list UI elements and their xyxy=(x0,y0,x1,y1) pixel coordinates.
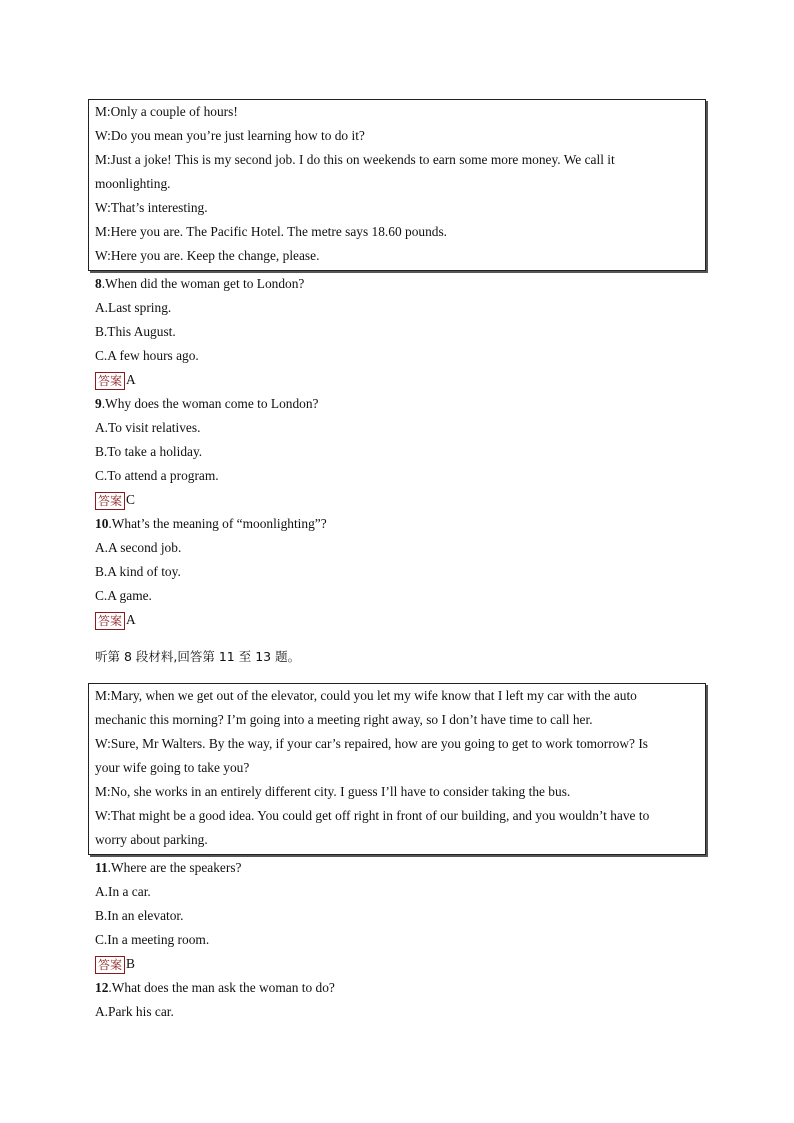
question-9 xyxy=(95,392,707,416)
question-number: 12 xyxy=(95,980,109,995)
question-number: 10 xyxy=(95,516,109,531)
dialogue-line: W:That might be a good idea. You could get off right in front of our building, and you wouldn’t have to xyxy=(95,808,650,823)
dialogue-line: moonlighting. xyxy=(95,176,171,191)
dialogue-line: W:Here you are. Keep the change, please. xyxy=(95,248,320,263)
option-c: C.A few hours ago. xyxy=(95,348,199,363)
option-a: A.A second job. xyxy=(95,540,182,555)
dialogue-line: W:That’s interesting. xyxy=(95,200,208,215)
answer-value: A xyxy=(126,372,136,387)
option-a: A.In a car. xyxy=(95,884,151,899)
answer-row xyxy=(95,488,707,512)
answer-row xyxy=(95,952,707,976)
dialogue-line: M:No, she works in an entirely different city. I guess I’ll have to consider taking the bus. xyxy=(95,784,571,799)
option-b: B.To take a holiday. xyxy=(95,444,203,459)
question-8 xyxy=(95,272,707,296)
dialogue-line: M:Just a joke! This is my second job. I do this on weekends to earn some more money. We call it xyxy=(95,152,615,167)
option-a: A.Last spring. xyxy=(95,300,172,315)
answer-row xyxy=(95,608,707,632)
answer-value: B xyxy=(126,956,135,971)
questions-8-10 xyxy=(95,272,707,632)
dialogue-line: worry about parking. xyxy=(95,832,208,847)
dialogue-box-2 xyxy=(88,683,706,855)
question-number: 11 xyxy=(95,860,108,875)
question-11 xyxy=(95,856,707,880)
dialogue-line: mechanic this morning? I’m going into a meeting right away, so I don’t have time to call her. xyxy=(95,712,593,727)
answer-value: C xyxy=(126,492,135,507)
option-a: A.Park his car. xyxy=(95,1004,174,1019)
answer-value: A xyxy=(126,612,136,627)
option-a: A.To visit relatives. xyxy=(95,420,201,435)
answer-tag: 答案 xyxy=(95,612,125,630)
option-b: B.In an elevator. xyxy=(95,908,184,923)
option-c: C.To attend a program. xyxy=(95,468,219,483)
question-number: 8 xyxy=(95,276,102,291)
section-heading-text: 听第 8 段材料,回答第 11 至 13 题。 xyxy=(95,649,301,664)
option-b: B.This August. xyxy=(95,324,176,339)
option-c: C.In a meeting room. xyxy=(95,932,210,947)
dialogue-box-1 xyxy=(88,99,706,271)
dialogue-line: M:Here you are. The Pacific Hotel. The metre says 18.60 pounds. xyxy=(95,224,448,239)
question-text: .Where are the speakers? xyxy=(107,860,242,875)
answer-row xyxy=(95,368,707,392)
dialogue-line: W:Sure, Mr Walters. By the way, if your car’s repaired, how are you going to get to work tomorrow? Is xyxy=(95,736,649,751)
section-heading xyxy=(95,645,707,669)
question-text: .What does the man ask the woman to do? xyxy=(108,980,335,995)
question-text: .When did the woman get to London? xyxy=(101,276,305,291)
dialogue-line: your wife going to take you? xyxy=(95,760,250,775)
dialogue-line: W:Do you mean you’re just learning how to do it? xyxy=(95,128,365,143)
question-text: .Why does the woman come to London? xyxy=(101,396,319,411)
question-10 xyxy=(95,512,707,536)
question-text: .What’s the meaning of “moonlighting”? xyxy=(108,516,327,531)
answer-tag: 答案 xyxy=(95,956,125,974)
answer-tag: 答案 xyxy=(95,492,125,510)
option-b: B.A kind of toy. xyxy=(95,564,181,579)
question-number: 9 xyxy=(95,396,102,411)
option-c: C.A game. xyxy=(95,588,152,603)
dialogue-line: M:Mary, when we get out of the elevator, could you let my wife know that I left my car with the auto xyxy=(95,688,637,703)
questions-11-12 xyxy=(95,856,707,1024)
question-12 xyxy=(95,976,707,1000)
dialogue-line: M:Only a couple of hours! xyxy=(95,104,238,119)
answer-tag: 答案 xyxy=(95,372,125,390)
